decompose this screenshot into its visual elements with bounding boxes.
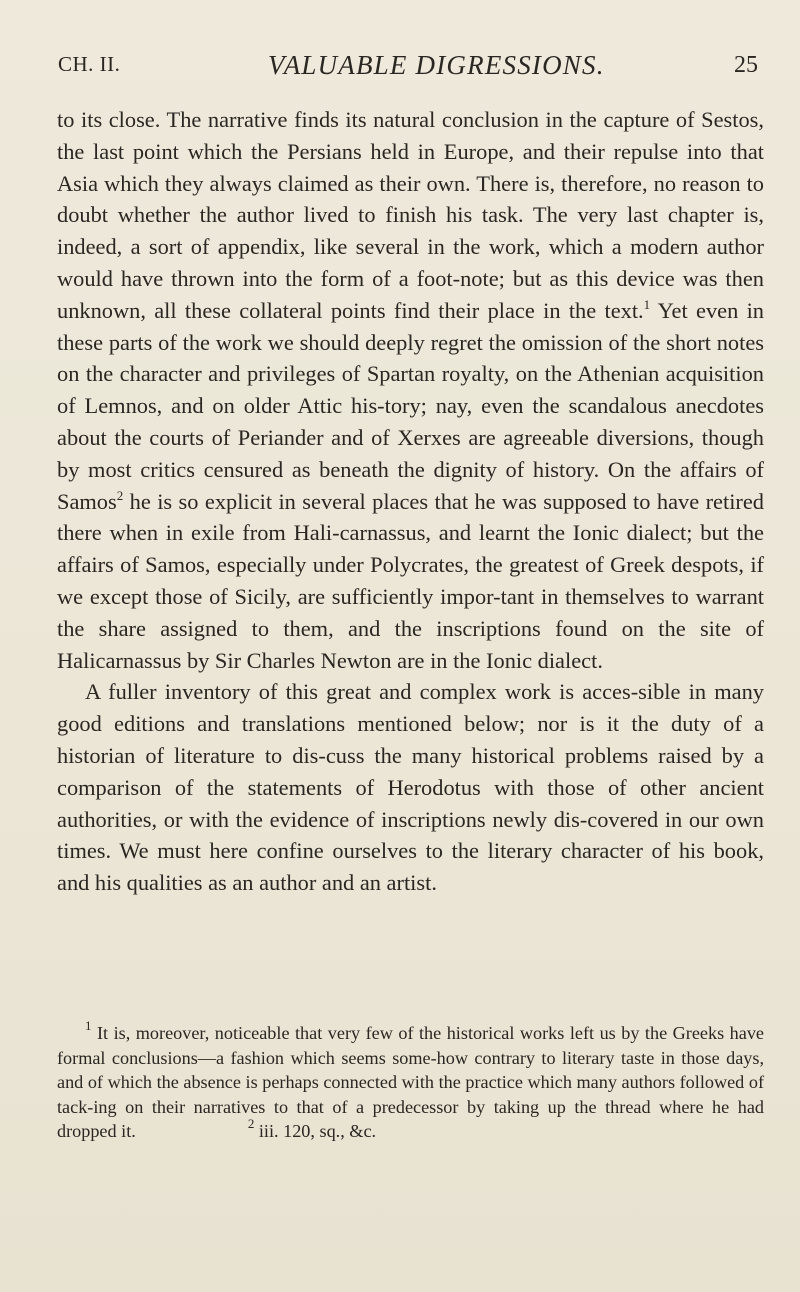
running-title: VALUABLE DIGRESSIONS.	[268, 50, 605, 80]
footnote-1	[57, 1017, 764, 1144]
paragraph-2: A fuller inventory of this great and complex work is acces-sible in many good editions and translations mentioned below; nor is it the duty of a historian of literature to dis-cuss the many historical problems raised by a comparison of the statements of Herodotus with those of other ancient authorities, or with the evidence of inscriptions newly dis-covered in our own times. We must here confine ourselves to the literary character of his book, and his qualities as an author and an artist.	[57, 679, 764, 896]
footnote-ref-1: 1	[643, 296, 651, 312]
body-text	[57, 104, 764, 899]
footnote-2-marker: 2	[247, 1116, 255, 1132]
footnote-1-text: It is, moreover, noticeable that very few of the historical works left us by the Greeks have formal conclusions—a fashion which seems some-how contrary to literary taste in those days, and of which the absence is perhaps connected with the practice which many authors followed of tack-ing on their narratives to that of a predecessor by taking up the thread where he had dropped it.	[57, 1023, 764, 1142]
paragraph-1-part-b: Yet even in these parts of the work we should deeply regret the omission of the short notes on the character and privileges of Spartan royalty, on the Athenian acquisition of Lemnos, and on older Attic his-tory; nay, even the scandalous anecdotes about the courts of Periander and of Xerxes are agreeable diversions, though by most critics censured as beneath the dignity of history. On the affairs of Samos	[57, 297, 765, 514]
footnotes	[57, 1017, 764, 1144]
footnote-2	[220, 1116, 377, 1144]
footnote-ref-2: 2	[116, 487, 124, 503]
running-head	[58, 52, 758, 88]
paragraph-1-part-c: he is so explicit in several places that he was supposed to have retired there when in exile from Hali-carnassus, and learnt the Ionic dialect; but the affairs of Samos, especially under Polycrates, the greatest of Greek despots, if we except those of Sicily, are sufficiently impor-tant in themselves to warrant the share assigned to them, and the inscriptions found on the site of Halicarnassus by Sir Charles Newton are in the Ionic dialect.	[57, 488, 764, 673]
paragraph-1-part-a: to its close. The narrative finds its natural conclusion in the capture of Sestos, the last point which the Persians held in Europe, and their repulse into that Asia which they always claimed as their own. There is, therefore, no reason to doubt whether the author lived to finish his task. The very last chapter is, indeed, a sort of appendix, like several in the work, which a modern author would have thrown into the form of a foot-note; but as this device was then unknown, all these collateral points find their place in the text.	[57, 107, 764, 323]
page-number: 25	[734, 52, 758, 78]
footnote-2-text: iii. 120, sq., &c.	[254, 1121, 377, 1142]
chapter-label: CH. II.	[58, 52, 121, 76]
paragraph-1	[57, 104, 764, 676]
footnote-1-marker: 1	[85, 1017, 92, 1033]
